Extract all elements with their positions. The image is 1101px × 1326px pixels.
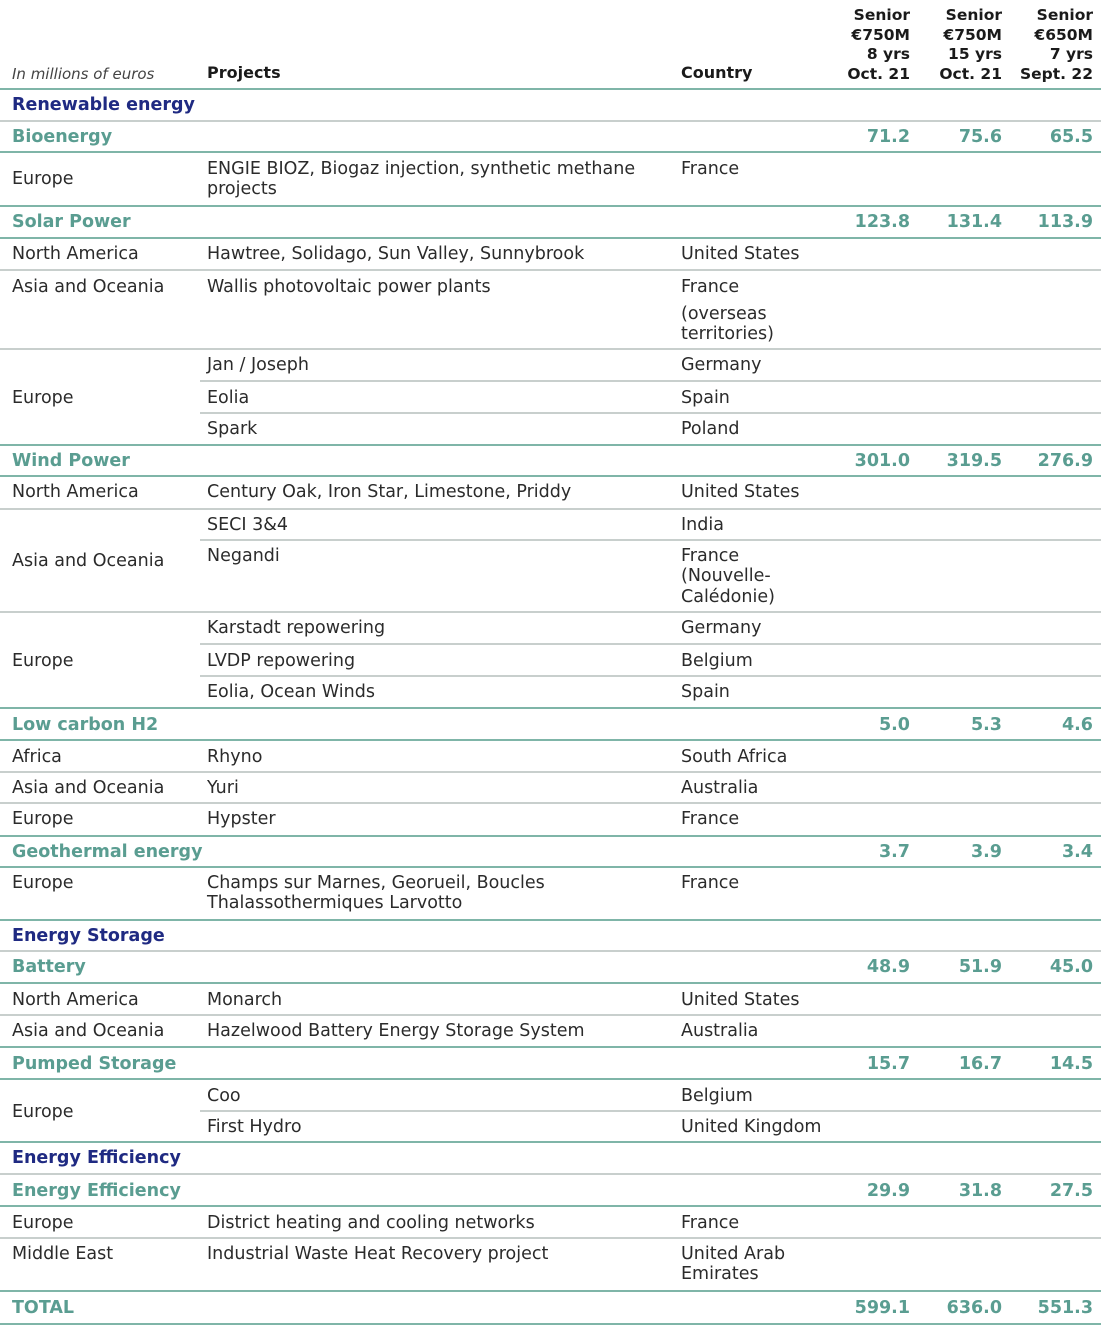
- project-cell: Jan / Joseph: [207, 355, 309, 375]
- category-row: [0, 1143, 1101, 1175]
- value-col-3: 27.5: [1049, 1181, 1093, 1201]
- project-cell: SECI 3&4: [207, 515, 289, 535]
- table-row: [200, 350, 1101, 382]
- subcategory-label: Battery: [12, 957, 86, 977]
- value-col-3: 45.0: [1049, 957, 1093, 977]
- subcategory-label: Wind Power: [12, 451, 130, 471]
- value-col-1: 3.7: [878, 842, 910, 862]
- country-cell: France: [681, 277, 740, 297]
- value-col-3: 113.9: [1037, 212, 1093, 232]
- table-row: [200, 382, 1101, 414]
- region-cell: North America: [12, 244, 139, 264]
- subcategory-row: [0, 207, 1101, 239]
- project-cell: Hawtree, Solidago, Sun Valley, Sunnybrook: [207, 244, 585, 264]
- value-col-1: 48.9: [866, 957, 910, 977]
- country-cell: Spain: [681, 388, 730, 408]
- region-cell: Middle East: [12, 1244, 114, 1264]
- country-cell: Belgium: [681, 1086, 753, 1106]
- table-row: [200, 1080, 1101, 1112]
- region-cell: Europe: [12, 1102, 74, 1122]
- country-header: Country: [681, 63, 753, 82]
- project-cell: Industrial Waste Heat Recovery project: [207, 1244, 549, 1264]
- table-row: [0, 1239, 1101, 1292]
- country-cell-line2: Emirates: [681, 1264, 759, 1284]
- region-cell: Europe: [12, 1213, 74, 1233]
- project-cell: Rhyno: [207, 747, 263, 767]
- project-cell: Spark: [207, 419, 258, 439]
- country-cell: Poland: [681, 419, 740, 439]
- country-cell: France: [681, 159, 740, 179]
- region-cell: North America: [12, 482, 139, 502]
- total-row: [0, 1292, 1101, 1325]
- project-cell: Eolia: [207, 388, 250, 408]
- project-cell: Karstadt repowering: [207, 618, 386, 638]
- bond-column-header-3: Senior €650M 7 yrs Sept. 22: [1019, 6, 1093, 83]
- country-cell: Germany: [681, 355, 762, 375]
- subcategory-label: Pumped Storage: [12, 1054, 177, 1074]
- country-cell: United Arab: [681, 1244, 786, 1264]
- country-cell: India: [681, 515, 724, 535]
- region-cell: Asia and Oceania: [12, 778, 165, 798]
- table-row: [0, 804, 1101, 837]
- value-col-1: 15.7: [866, 1054, 910, 1074]
- project-cell-line2: projects: [207, 179, 277, 199]
- project-cell: First Hydro: [207, 1117, 302, 1137]
- value-col-1: 71.2: [866, 127, 910, 147]
- value-col-2: 131.4: [946, 212, 1002, 232]
- value-col-3: 3.4: [1061, 842, 1093, 862]
- value-col-1: 29.9: [866, 1181, 910, 1201]
- project-cell: Hypster: [207, 809, 276, 829]
- subcategory-row: [0, 1048, 1101, 1080]
- category-label: Renewable energy: [12, 95, 195, 115]
- region-cell: Europe: [12, 388, 74, 408]
- table-row: [200, 510, 1101, 541]
- project-cell-line2: Thalassothermiques Larvotto: [207, 893, 463, 913]
- value-col-3: 4.6: [1061, 715, 1093, 735]
- country-cell: United Kingdom: [681, 1117, 822, 1137]
- project-cell: Eolia, Ocean Winds: [207, 682, 375, 702]
- units-label: In millions of euros: [12, 65, 155, 83]
- value-col-2: 3.9: [970, 842, 1002, 862]
- subcategory-label: Solar Power: [12, 212, 131, 232]
- country-cell-line2: (Nouvelle-: [681, 566, 771, 586]
- project-cell: Negandi: [207, 546, 280, 566]
- country-cell: Germany: [681, 618, 762, 638]
- table-row: [0, 1016, 1101, 1048]
- subcategory-row: [0, 122, 1101, 153]
- category-label: Energy Storage: [12, 926, 165, 946]
- project-cell: Monarch: [207, 990, 283, 1010]
- value-col-3: 14.5: [1049, 1054, 1093, 1074]
- country-cell: South Africa: [681, 747, 788, 767]
- projects-header: Projects: [207, 63, 281, 82]
- country-cell: France: [681, 546, 740, 566]
- project-cell: Yuri: [207, 778, 239, 798]
- region-cell: Europe: [12, 651, 74, 671]
- country-cell-line2: (overseas: [681, 304, 767, 324]
- country-cell: Australia: [681, 1021, 759, 1041]
- value-col-1: 123.8: [854, 212, 910, 232]
- country-cell: United States: [681, 990, 800, 1010]
- table-row: [0, 868, 1101, 921]
- country-cell: United States: [681, 244, 800, 264]
- value-col-3: 276.9: [1037, 451, 1093, 471]
- region-cell: Asia and Oceania: [12, 551, 165, 571]
- table-row: [0, 677, 1101, 709]
- subcategory-label: Low carbon H2: [12, 715, 159, 735]
- table-row: [0, 541, 1101, 613]
- value-col-2: 16.7: [958, 1054, 1002, 1074]
- country-cell: Belgium: [681, 651, 753, 671]
- subcategory-label: Bioenergy: [12, 127, 113, 147]
- value-col-1: 301.0: [854, 451, 910, 471]
- table-row: [0, 271, 1101, 350]
- total-value-col-3: 551.3: [1037, 1298, 1093, 1318]
- table-row: [200, 613, 1101, 645]
- project-cell: Wallis photovoltaic power plants: [207, 277, 491, 297]
- subcategory-row: [0, 1175, 1101, 1207]
- value-col-1: 5.0: [878, 715, 910, 735]
- project-cell: Hazelwood Battery Energy Storage System: [207, 1021, 585, 1041]
- region-cell: North America: [12, 990, 139, 1010]
- region-cell: Europe: [12, 873, 74, 893]
- country-cell: France: [681, 809, 740, 829]
- region-cell: Europe: [12, 809, 74, 829]
- subcategory-row: [0, 446, 1101, 477]
- value-col-3: 65.5: [1049, 127, 1093, 147]
- total-value-col-2: 636.0: [946, 1298, 1002, 1318]
- country-cell: France: [681, 1213, 740, 1233]
- value-col-2: 5.3: [970, 715, 1002, 735]
- project-cell: District heating and cooling networks: [207, 1213, 535, 1233]
- total-value-col-1: 599.1: [854, 1298, 910, 1318]
- project-cell: Champs sur Marnes, Georueil, Boucles: [207, 873, 545, 893]
- table-row: [200, 645, 1101, 677]
- subcategory-row: [0, 709, 1101, 741]
- table-row: [0, 414, 1101, 446]
- value-col-2: 319.5: [946, 451, 1002, 471]
- country-cell: Spain: [681, 682, 730, 702]
- country-cell: France: [681, 873, 740, 893]
- total-label: TOTAL: [12, 1298, 75, 1318]
- bond-column-header-2: Senior €750M 15 yrs Oct. 21: [939, 6, 1002, 83]
- country-cell-line3: territories): [681, 324, 774, 344]
- bond-column-header-1: Senior €750M 8 yrs Oct. 21: [847, 6, 910, 83]
- subcategory-row: [0, 837, 1101, 868]
- table-row: [0, 1112, 1101, 1143]
- category-row: [0, 90, 1101, 122]
- region-cell: Asia and Oceania: [12, 1021, 165, 1041]
- subcategory-row: [0, 952, 1101, 984]
- project-cell: Coo: [207, 1086, 241, 1106]
- project-cell: ENGIE BIOZ, Biogaz injection, synthetic methane: [207, 159, 636, 179]
- category-label: Energy Efficiency: [12, 1148, 181, 1168]
- region-cell: Asia and Oceania: [12, 277, 165, 297]
- value-col-2: 75.6: [958, 127, 1002, 147]
- country-cell-line3: Calédonie): [681, 587, 775, 607]
- table-row: [0, 773, 1101, 804]
- table-row: [0, 984, 1101, 1016]
- project-cell: Century Oak, Iron Star, Limestone, Priddy: [207, 482, 572, 502]
- country-cell: United States: [681, 482, 800, 502]
- country-cell: Australia: [681, 778, 759, 798]
- table-row: [0, 741, 1101, 773]
- table-row: [0, 1207, 1101, 1239]
- project-cell: LVDP repowering: [207, 651, 356, 671]
- value-col-2: 51.9: [958, 957, 1002, 977]
- table-header: [0, 0, 1101, 90]
- subcategory-label: Energy Efficiency: [12, 1181, 181, 1201]
- category-row: [0, 921, 1101, 952]
- value-col-2: 31.8: [958, 1181, 1002, 1201]
- region-cell: Africa: [12, 747, 62, 767]
- table-row: [0, 239, 1101, 271]
- table-row: [0, 153, 1101, 207]
- subcategory-label: Geothermal energy: [12, 842, 203, 862]
- table-row: [0, 477, 1101, 510]
- region-cell: Europe: [12, 169, 74, 189]
